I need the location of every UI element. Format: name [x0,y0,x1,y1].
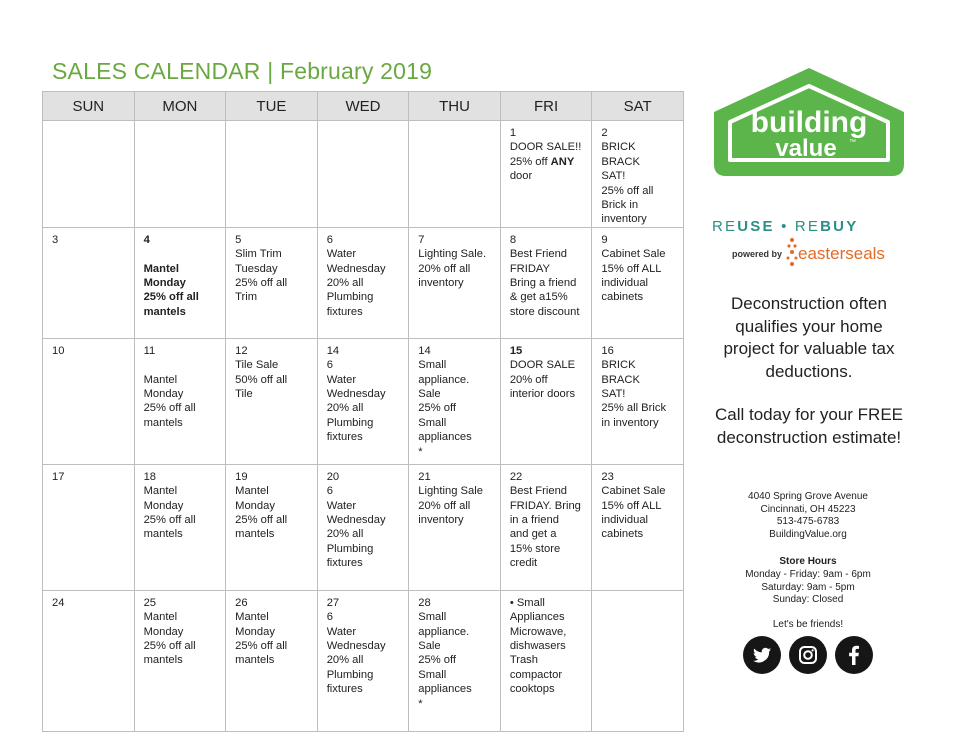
calendar-day-cell-thu [409,590,501,731]
calendar-day-cell-tue [226,464,318,590]
weekday-mon: MON [134,92,226,121]
instagram-link[interactable] [789,636,827,674]
calendar-day-cell-mon [134,464,226,590]
store-address: 4040 Spring Grove Avenue Cincinnati, OH 45223 513-475-6783 BuildingValue.org [748,491,868,541]
calendar-day-cell-sun [43,464,135,590]
facebook-link[interactable] [835,636,873,674]
calendar-day-cell-thu [409,464,501,590]
sale-description [510,140,586,183]
calendar-day-cell-fri [500,464,592,590]
calendar-week-row [43,464,684,590]
sale-description: Best Friend FRIDAY. Bring in a friend and get a 15% store credit [509,485,581,570]
calendar-day-cell-sun [43,227,135,338]
weekday-sun: SUN [43,92,135,121]
calendar-day-cell-sat [592,464,684,590]
sale-description: 6 Water Wednesday 20% all Plumbing fixtures [326,359,386,444]
sale-description: Cabinet Sale 15% off ALL individual cabinets [601,485,666,541]
calendar-day-cell-thu [409,227,501,338]
day-number: 4 [143,233,150,246]
calendar-day-cell-wed [317,590,409,731]
sale-description: Mantel Monday 25% off all mantels [143,373,196,429]
easterseals-wordmark: easterseals [798,244,885,263]
day-number: 8 [509,233,517,246]
lets-be-friends-label: Let's be friends! [772,619,844,630]
calendar-week-row [43,590,684,731]
powered-by-label: powered by [732,249,783,259]
sale-description: Slim Trim Tuesday 25% off all Trim [235,248,288,304]
twitter-link[interactable] [743,636,781,674]
day-number: 10 [52,344,65,357]
page-title: SALES CALENDAR | February 2019 [52,58,433,84]
weekday-fri: FRI [500,92,592,121]
calendar-day-cell-sun [43,590,135,731]
calendar-day-cell-fri [500,338,592,464]
day-number: 15 [509,344,523,357]
sale-description: Lighting Sale. 20% off all inventory [418,248,487,290]
calendar-day-cell-wed [317,338,409,464]
sale-description: BRICK BRACK SAT! 25% off all Brick in inventory [601,141,654,226]
calendar-day-cell-wed [317,121,409,228]
day-number: 9 [601,233,608,246]
easterseals-flower-icon [786,236,798,272]
day-number: 20 [326,470,340,483]
calendar-day-cell-sun [43,338,135,464]
instagram-icon [789,636,827,674]
house-logo-icon [706,64,912,178]
facebook-icon [835,636,873,674]
sale-description: Mantel Monday 25% off all mantels [235,485,288,541]
sale-description: Mantel Monday 25% off all mantels [143,485,196,541]
weekday-header-row [43,92,684,121]
calendar-day-cell-mon [134,227,226,338]
sale-description: Cabinet Sale 15% off ALL individual cabinets [601,248,666,304]
calendar-day-cell-mon [134,338,226,464]
calendar-day-cell-wed [317,227,409,338]
calendar-day-cell-mon [134,121,226,228]
day-number: 6 [326,233,333,246]
sale-emphasis: ANY [550,155,575,168]
day-number: 17 [52,470,65,483]
day-number: 21 [418,470,431,483]
weekday-tue: TUE [226,92,318,121]
sale-description: Mantel Monday 25% off all mantels [235,611,288,667]
logo-word-value: value [775,135,837,162]
day-number: 19 [235,470,248,483]
calendar-day-cell-sat [592,590,684,731]
day-number: 23 [601,470,614,483]
calendar-day-cell-tue [226,338,318,464]
sale-description: 6 Water Wednesday 20% all Plumbing fixtures [326,485,386,570]
day-number: 14 [418,344,431,357]
sale-description: Small appliance. Sale 25% off Small appliances * [418,359,472,458]
tax-deduction-promo: Deconstruction often qualifies your home project for valuable tax deductions. [723,294,895,381]
calendar-day-cell-tue [226,227,318,338]
calendar-day-cell-sat [592,121,684,228]
calendar-week-row [43,227,684,338]
calendar-day-cell-fri [500,121,592,228]
calendar-day-cell-thu [409,338,501,464]
calendar-day-cell-fri [500,590,592,731]
sale-description: Mantel Monday 25% off all mantels [143,262,199,318]
sale-description: Tile Sale 50% off all Tile [235,359,288,401]
day-number: 1 [509,127,517,139]
day-number: 25 [143,596,157,609]
day-number: 24 [52,596,65,609]
calendar-day-cell-fri [500,227,592,338]
sale-line: 25% off [509,155,551,168]
logo-word-building: building [750,106,868,139]
calendar-day-cell-thu [409,121,501,228]
free-estimate-promo: Call today for your FREE deconstruction estimate! [714,405,903,447]
day-number: 7 [418,233,425,246]
day-number: 22 [509,470,523,483]
calendar-day-cell-mon [134,590,226,731]
day-number: 28 [418,596,431,609]
sale-description: • Small Appliances Microwave, dishwasers Trash compactor cooktops [509,596,567,696]
day-number: 3 [52,233,59,246]
reuse-rebuy-tagline: REUSE • REBUY [712,218,859,235]
sale-description: Small appliance. Sale 25% off Small appliances * [418,611,472,710]
day-number: 12 [235,344,248,357]
sale-description: 6 Water Wednesday 20% all Plumbing fixtures [326,611,386,696]
calendar-day-cell-tue [226,590,318,731]
weekday-wed: WED [317,92,409,121]
day-number: 14 [326,344,340,357]
day-number: 27 [326,596,340,609]
weekday-sat: SAT [592,92,684,121]
day-number: 16 [601,344,614,357]
day-number: 18 [143,470,157,483]
day-number: 26 [235,596,248,609]
store-hours: Monday - Friday: 9am - 6pm Saturday: 9am - 5pm Sunday: Closed [745,569,871,606]
weekday-thu: THU [409,92,501,121]
store-hours-title: Store Hours [779,556,837,567]
day-number: 11 [143,344,156,357]
sale-description: Lighting Sale 20% off all inventory [418,485,483,527]
calendar-day-cell-wed [317,464,409,590]
sales-calendar [42,91,684,732]
sale-description: Mantel Monday 25% off all mantels [143,611,196,667]
day-number: 2 [601,127,608,139]
calendar-week-row [43,338,684,464]
sale-description: Best Friend FRIDAY Bring a friend & get a15% store discount [509,248,580,318]
calendar-day-cell-sat [592,227,684,338]
calendar-day-cell-sun [43,121,135,228]
sale-description: DOOR SALE 20% off interior doors [509,359,576,401]
calendar-day-cell-sat [592,338,684,464]
building-value-logo [706,64,912,178]
calendar-week-row [43,121,684,228]
calendar-day-cell-tue [226,121,318,228]
sale-line: DOOR SALE!! [509,141,582,154]
logo-trademark: ™ [849,139,856,146]
sale-line: door [509,170,533,183]
sale-description: Water Wednesday 20% all Plumbing fixtures [326,248,386,318]
sale-description: BRICK BRACK SAT! 25% all Brick in inventory [601,359,667,429]
day-number: 5 [235,233,242,246]
twitter-icon [743,636,781,674]
